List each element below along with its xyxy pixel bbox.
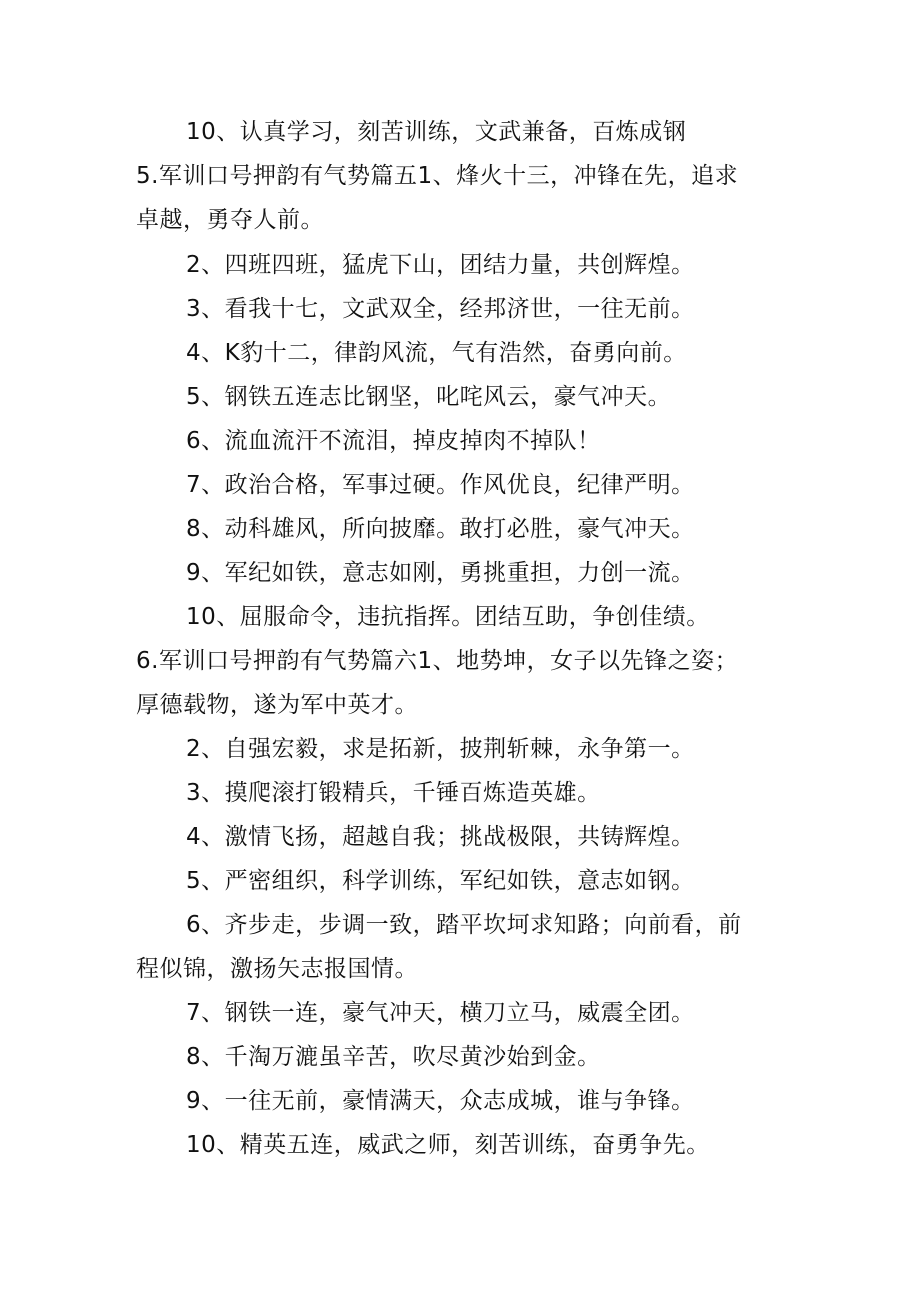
slogan-line-7: 7、政治合格，军事过硬。作风优良，纪律严明。 (186, 472, 695, 498)
slogan-line-2: 2、自强宏毅，求是拓新，披荆斩棘，永争第一。 (186, 736, 695, 762)
slogan-line-9: 9、一往无前，豪情满天，众志成城，谁与争锋。 (186, 1088, 695, 1114)
slogan-line-6: 6、流血流汗不流泪，掉皮掉肉不掉队！ (186, 428, 601, 454)
slogan-line-4: 4、激情飞扬，超越自我；挑战极限，共铸辉煌。 (186, 824, 695, 850)
slogan-line-6-continued: 程似锦，激扬矢志报国情。 (136, 956, 418, 982)
slogan-line-5: 5、钢铁五连志比钢坚，叱咤风云，豪气冲天。 (186, 384, 672, 410)
slogan-line-8: 8、千淘万漉虽辛苦，吹尽黄沙始到金。 (186, 1044, 601, 1070)
slogan-line-9: 9、军纪如铁，意志如刚，勇挑重担，力创一流。 (186, 560, 695, 586)
section-5-heading: 5.军训口号押韵有气势篇五1、烽火十三，冲锋在先，追求 (136, 163, 739, 189)
slogan-line-10: 10、屈服命令，违抗指挥。团结互助，争创佳绩。 (186, 604, 710, 630)
slogan-line-3: 3、摸爬滚打锻精兵，千锤百炼造英雄。 (186, 780, 601, 806)
slogan-line-8: 8、动科雄风，所向披靡。敢打必胜，豪气冲天。 (186, 516, 695, 542)
slogan-line-10: 10、精英五连，威武之师，刻苦训练，奋勇争先。 (186, 1132, 710, 1158)
section-6-heading-continued: 厚德载物，遂为军中英才。 (136, 692, 418, 718)
slogan-line-3: 3、看我十七，文武双全，经邦济世，一往无前。 (186, 296, 695, 322)
slogan-line-4: 4、K豹十二，律韵风流，气有浩然，奋勇向前。 (186, 340, 687, 366)
slogan-line-2: 2、四班四班，猛虎下山，团结力量，共创辉煌。 (186, 252, 695, 278)
slogan-line-5: 5、严密组织，科学训练，军纪如铁，意志如钢。 (186, 868, 695, 894)
slogan-line-7: 7、钢铁一连，豪气冲天，横刀立马，威震全团。 (186, 1000, 695, 1026)
section-6-heading: 6.军训口号押韵有气势篇六1、地势坤，女子以先锋之姿； (136, 648, 739, 674)
section-5-heading-continued: 卓越，勇夺人前。 (136, 207, 324, 233)
slogan-line-10: 10、认真学习，刻苦训练，文武兼备，百炼成钢 (186, 119, 687, 145)
slogan-line-6: 6、齐步走，步调一致，踏平坎坷求知路；向前看，前 (186, 912, 742, 938)
